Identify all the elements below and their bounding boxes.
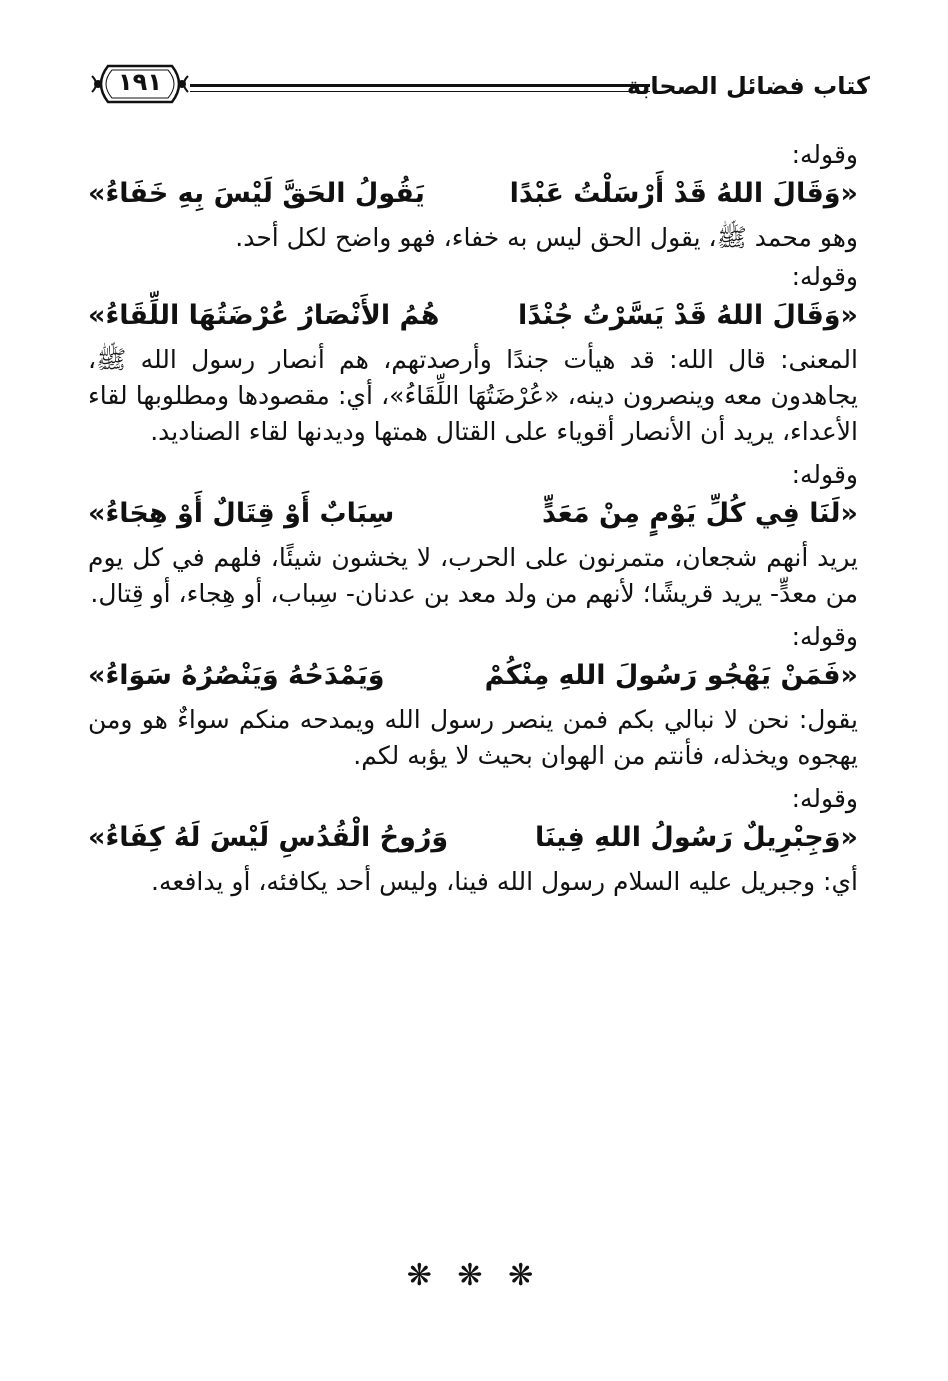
commentary-paragraph: يريد أنهم شجعان، متمرنون على الحرب، لا يخشون شيئًا، فلهم في كل يوم من معدٍّ- يريد قريشًا؛ لأنهم من ولد معد بن عدنان- سِباب، أو هِجاء، أو قِتال. [88,543,858,608]
header-rule-thin [190,91,650,92]
verse-hemistich-left: يَقُولُ الحَقَّ لَيْسَ بِهِ خَفَاءُ» [88,178,425,209]
verse-line [88,172,858,216]
verse-hemistich-right: «وَقَالَ اللهُ قَدْ أَرْسَلْتُ عَبْدًا [509,178,858,209]
verse-section [88,458,858,612]
verse-hemistich-left: وَرُوحُ الْقُدُسِ لَيْسَ لَهُ كِفَاءُ» [88,822,449,853]
verse-hemistich-right: «وَقَالَ اللهُ قَدْ يَسَّرْتُ جُنْدًا [517,300,858,331]
verse-line [88,816,858,860]
verse-hemistich-left: سِبَابٌ أَوْ قِتَالٌ أَوْ هِجَاءُ» [88,498,395,529]
intro-label: وقوله: [791,622,858,651]
verse-line [88,654,858,698]
verse-section [88,782,858,900]
intro-label: وقوله: [791,262,858,291]
verse-line [88,492,858,536]
intro-label: وقوله: [791,140,858,169]
section-end-ornament: ❋ ❋ ❋ [406,1258,542,1293]
page-header [80,52,870,122]
verse-hemistich-left: هُمُ الأَنْصَارُ عُرْضَتُهَا اللِّقَاءُ» [88,300,440,331]
verse-hemistich-right: «وَجِبْرِيلٌ رَسُولُ اللهِ فِينَا [534,822,858,853]
verse-line [88,294,858,338]
commentary-paragraph: يقول: نحن لا نبالي بكم فمن ينصر رسول الله ويمدحه منكم سواءٌ هو ومن يهجوه ويخذله، فأنتم من الهوان بحيث لا يؤبه لكم. [88,705,858,770]
page-body [88,138,858,908]
verse-hemistich-left: وَيَمْدَحُهُ وَيَنْصُرُهُ سَوَاءُ» [88,660,385,691]
verse-section [88,620,858,774]
commentary-paragraph: المعنى: قال الله: قد هيأت جندًا وأرصدتهم، هم أنصار رسول الله ﷺ، يجاهدون معه وينصرون دينه، «عُرْضَتُهَا اللِّقَاءُ»، أي: مقصودها ومطلوبها لقاء الأعداء، يريد أن الأنصار أقوياء على القتال همتها وديدنها لقاء الصناديد. [88,345,858,446]
book-title: كتاب فضائل الصحابة [626,72,870,100]
verse-section [88,260,858,450]
verse-section [88,138,858,256]
intro-label: وقوله: [791,784,858,813]
commentary-paragraph: أي: وجبريل عليه السلام رسول الله فينا، وليس أحد يكافئه، أو يدافعه. [151,867,858,896]
header-rule-thick [190,84,650,87]
commentary-paragraph: وهو محمد ﷺ، يقول الحق ليس به خفاء، فهو واضح لكل أحد. [235,223,858,252]
page-number-frame [90,58,190,110]
verse-hemistich-right: «لَنَا فِي كُلِّ يَوْمٍ مِنْ مَعَدٍّ [542,498,858,529]
page-number: ١٩١ [118,68,162,96]
verse-hemistich-right: «فَمَنْ يَهْجُو رَسُولَ اللهِ مِنْكُمْ [484,660,858,691]
intro-label: وقوله: [791,460,858,489]
